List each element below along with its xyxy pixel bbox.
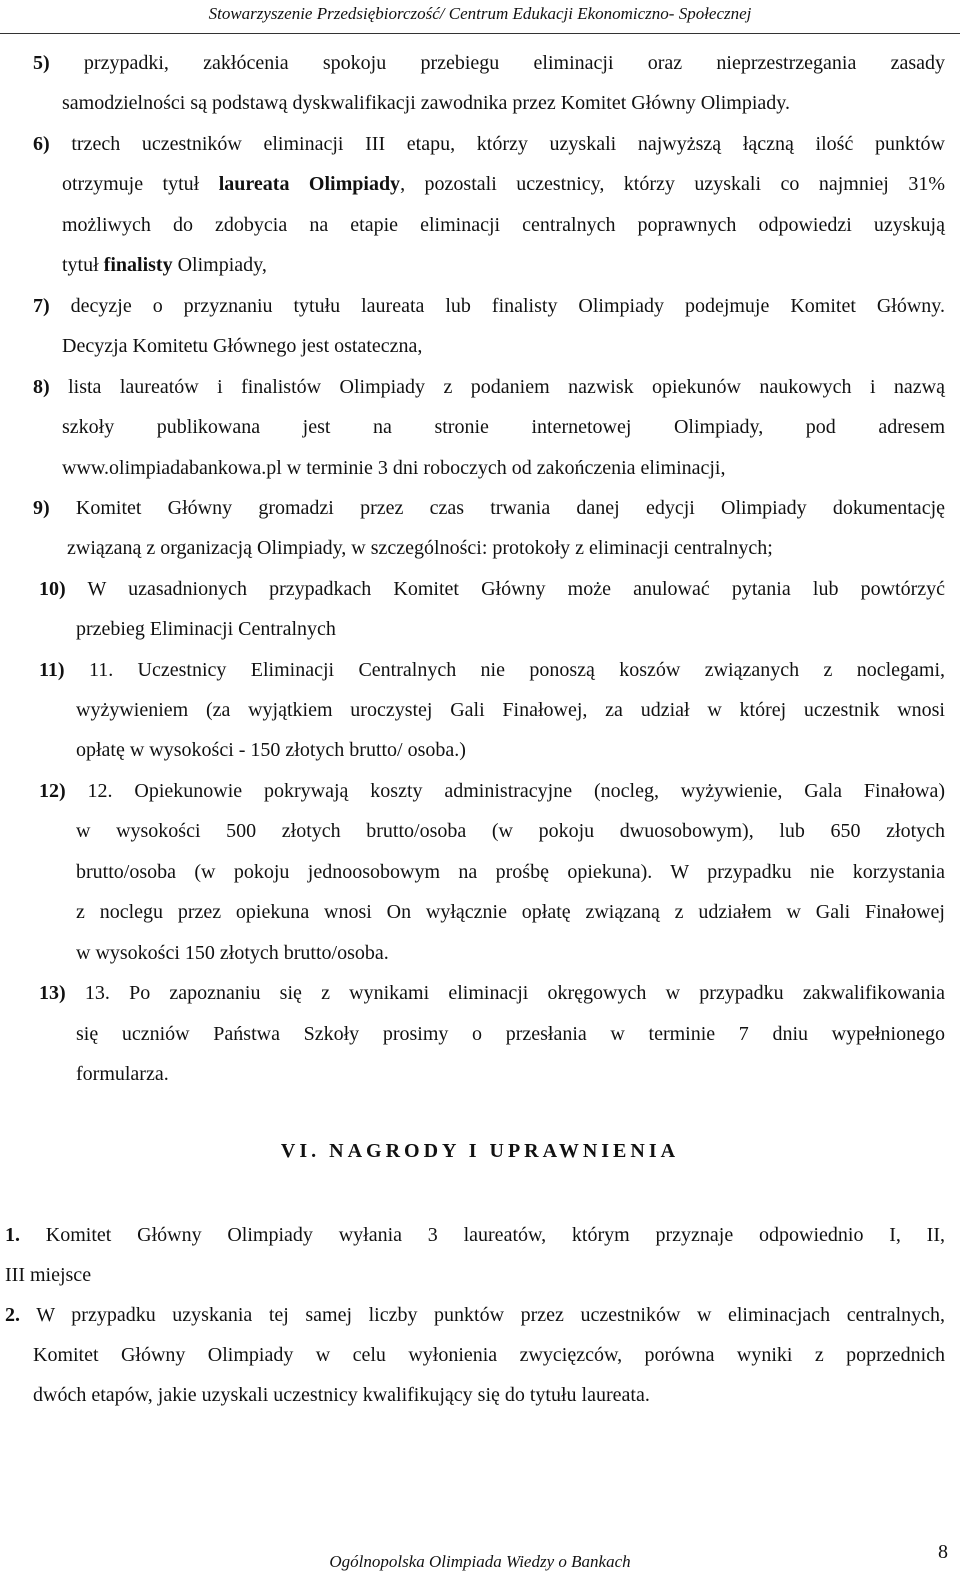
item-7-line-1 [33, 293, 945, 319]
item-9-number: 9) [33, 497, 50, 519]
item-5-text: przypadki, zakłócenia spokoju przebiegu eliminacji oraz nieprzestrzegania zasady [83, 52, 945, 74]
item-10-line-2: przebieg Eliminacji Centralnych [76, 618, 336, 640]
item-11-line-1 [39, 657, 945, 683]
item-5-number: 5) [33, 52, 50, 74]
item-8-text: lista laureatów i finalistów Olimpiady z podaniem nazwisk opiekunów naukowych i nazwą [68, 376, 945, 398]
finalist-title: finalisty [103, 254, 173, 276]
item-6-number: 6) [33, 133, 50, 155]
item-6-text-a: otrzymuje tytuł [62, 173, 219, 195]
section-heading: VI. NAGRODY I UPRAWNIENIA [280, 1140, 680, 1162]
item-8-line-2: szkoły publikowana jest na stronie internetowej Olimpiady, pod adresem [62, 416, 945, 438]
item-12-line-4: z noclegu przez opiekuna wnosi On wyłącznie opłatę związaną z udziałem w Gali Finałowej [76, 901, 945, 923]
item-6-text-c: , pozostali uczestnicy, którzy uzyskali co najmniej 31% [400, 173, 945, 195]
item-6-text-e: Olimpiady, [172, 254, 267, 276]
item-11-line-2: wyżywieniem (za wyjątkiem uroczystej Gali Finałowej, za udział w której uczestnik wnosi [76, 699, 945, 721]
item-8-line-1 [33, 374, 945, 400]
item-13-line-2: się uczniów Państwa Szkoły prosimy o przesłania w terminie 7 dniu wypełnionego [76, 1023, 945, 1045]
item-11-number: 11) [39, 659, 65, 681]
item-6-line-4 [62, 252, 267, 278]
item-12-text: 12. Opiekunowie pokrywają koszty administracyjne (nocleg, wyżywienie, Gala Finałowa) [87, 780, 946, 802]
item-12-line-3: brutto/osoba (w pokoju jednoosobowym na prośbę opiekuna). W przypadku nie korzystania [76, 861, 945, 883]
section-point-1-text: Komitet Główny Olimpiady wyłania 3 laureatów, którym przyznaje odpowiednio I, II, [45, 1224, 946, 1246]
section-point-1-number: 1. [5, 1224, 20, 1246]
item-7-text: decyzje o przyznaniu tytułu laureata lub finalisty Olimpiady podejmuje Komitet Główny. [70, 295, 946, 317]
item-10-text: W uzasadnionych przypadkach Komitet Główny może anulować pytania lub powtórzyć [87, 578, 945, 600]
item-8-number: 8) [33, 376, 50, 398]
item-7-line-2: Decyzja Komitetu Głównego jest ostateczna, [62, 335, 423, 357]
item-11-text: 11. Uczestnicy Eliminacji Centralnych nie ponoszą koszów związanych z noclegami, [88, 659, 946, 681]
page-header: Stowarzyszenie Przedsiębiorczość/ Centrum Edukacji Ekonomiczno- Społecznej [0, 0, 960, 34]
section-point-1-line-1 [5, 1222, 945, 1248]
section-point-2-line-1 [5, 1302, 945, 1328]
item-11-line-3: opłatę w wysokości - 150 złotych brutto/ osoba.) [76, 739, 466, 761]
item-13-number: 13) [39, 982, 66, 1004]
section-point-2-number: 2. [5, 1304, 20, 1326]
item-12-line-5: w wysokości 150 złotych brutto/osoba. [76, 942, 389, 964]
page-footer: Ogólnopolska Olimpiada Wiedzy o Bankach [329, 1552, 631, 1571]
item-5-line-2: samodzielności są podstawą dyskwalifikacji zawodnika przez Komitet Główny Olimpiady. [62, 92, 790, 114]
item-9-line-1 [33, 495, 945, 521]
item-6-line-2 [62, 171, 945, 197]
page-number: 8 [938, 1541, 948, 1563]
item-13-line-3: formularza. [76, 1063, 169, 1085]
item-8-line-3: www.olimpiadabankowa.pl w terminie 3 dni roboczych od zakończenia eliminacji, [62, 457, 726, 479]
section-point-2-line-3: dwóch etapów, jakie uzyskali uczestnicy kwalifikujący się do tytułu laureata. [33, 1384, 650, 1406]
item-9-text: Komitet Główny gromadzi przez czas trwania danej edycji Olimpiady dokumentację [75, 497, 945, 519]
item-13-text: 13. Po zapoznaniu się z wynikami eliminacji okręgowych w przypadku zakwalifikowania [84, 982, 945, 1004]
laureate-title: laureata Olimpiady [218, 173, 401, 195]
item-6-text: trzech uczestników eliminacji III etapu, którzy uzyskali najwyższą łączną ilość punktów [71, 133, 946, 155]
item-12-line-1 [39, 778, 945, 804]
item-6-line-3: możliwych do zdobycia na etapie eliminacji centralnych poprawnych odpowiedzi uzyskują [62, 214, 945, 236]
item-5-line-1 [33, 50, 945, 76]
item-12-line-2: w wysokości 500 złotych brutto/osoba (w pokoju dwuosobowym), lub 650 złotych [76, 820, 945, 842]
item-10-number: 10) [39, 578, 66, 600]
item-6-text-d: tytuł [62, 254, 104, 276]
item-12-number: 12) [39, 780, 66, 802]
section-point-1-line-2: III miejsce [5, 1264, 92, 1286]
section-point-2-line-2: Komitet Główny Olimpiady w celu wyłonienia zwycięzców, porówna wyniki z poprzednich [33, 1344, 945, 1366]
item-7-number: 7) [33, 295, 50, 317]
item-9-line-2: związaną z organizacją Olimpiady, w szczególności: protokoły z eliminacji centralnych; [67, 537, 773, 559]
item-10-line-1 [39, 576, 945, 602]
item-13-line-1 [39, 980, 945, 1006]
item-6-line-1 [33, 131, 945, 157]
section-point-2-text: W przypadku uzyskania tej samej liczby punktów przez uczestników w eliminacjach centralnych, [36, 1304, 946, 1326]
